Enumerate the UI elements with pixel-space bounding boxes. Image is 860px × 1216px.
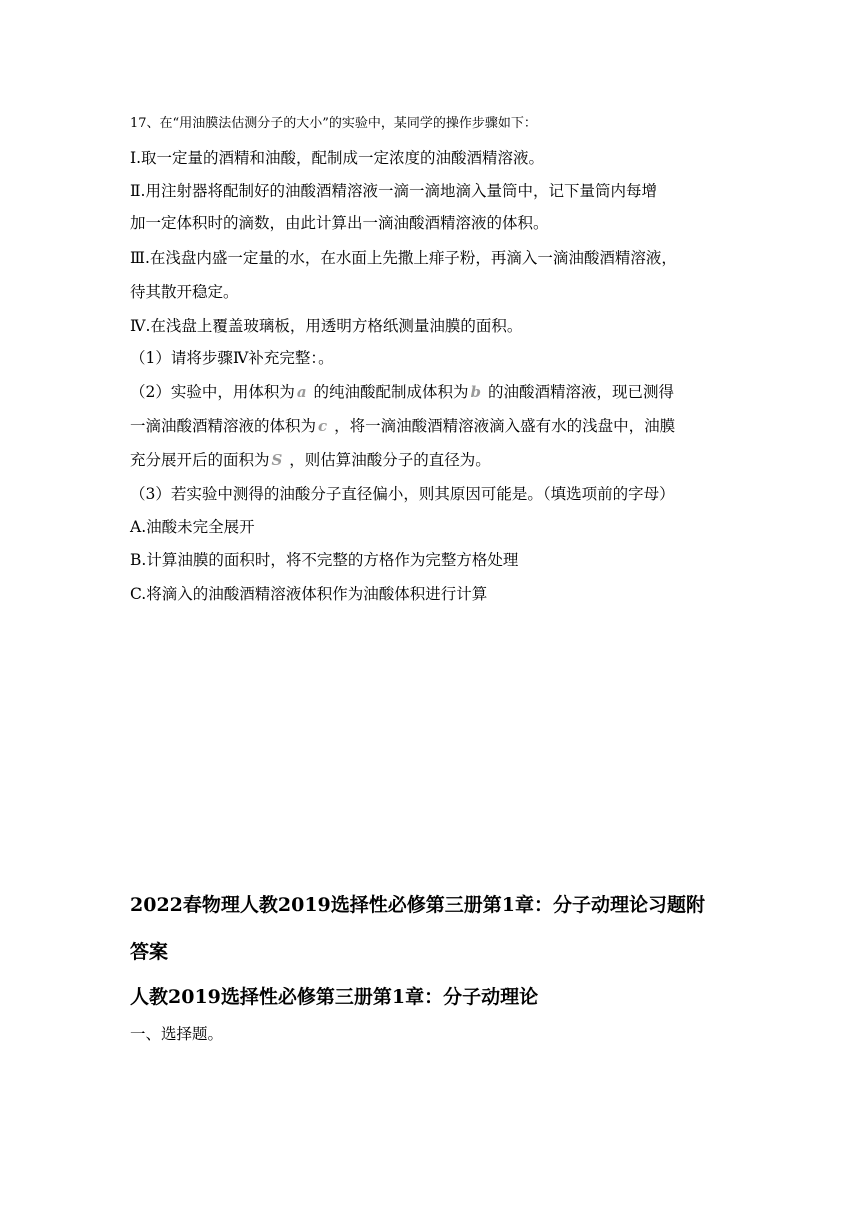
step-1: Ⅰ.取一定量的酒精和油酸，配制成一定浓度的油酸酒精溶液。 bbox=[130, 149, 545, 167]
question-title: 17、在“用油膜法估测分子的大小”的实验中，某同学的操作步骤如下： bbox=[130, 116, 537, 131]
step-3-line-2: 待其散开稳定。 bbox=[130, 283, 239, 301]
step-3-line-1: Ⅲ.在浅盘内盛一定量的水，在水面上先撒上痱子粉，再滴入一滴油酸酒精溶液， bbox=[130, 249, 677, 267]
variable-a: a bbox=[296, 383, 307, 401]
step-2-line-2: 加一定体积时的滴数，由此计算出一滴油酸酒精溶液的体积。 bbox=[130, 214, 549, 232]
variable-c: c bbox=[318, 417, 328, 435]
sub-question-2-line-1: （2）实验中，用体积为 a 的纯油酸配制成体积为 b 的油酸酒精溶液，现已测得 bbox=[130, 383, 674, 401]
section-heading: 一、选择题。 bbox=[130, 1025, 224, 1043]
sub-question-1: （1）请将步骤Ⅳ补充完整：。 bbox=[130, 349, 334, 367]
document-title-line-2: 答案 bbox=[130, 941, 169, 963]
document-subtitle: 人教2019选择性必修第三册第1章：分子动理论 bbox=[130, 986, 539, 1008]
variable-s: S bbox=[271, 451, 283, 469]
document-title-line-1: 2022春物理人教2019选择性必修第三册第1章：分子动理论习题附 bbox=[130, 894, 705, 916]
step-2-line-1: Ⅱ.用注射器将配制好的油酸酒精溶液一滴一滴地滴入量筒中，记下量筒内每增 bbox=[130, 182, 657, 200]
sub-question-2-line-2: 一滴油酸酒精溶液的体积为 c ，将一滴油酸酒精溶液滴入盛有水的浅盘中，油膜 bbox=[130, 417, 676, 435]
sub-question-2-line-3: 充分展开后的面积为 S ，则估算油酸分子的直径为。 bbox=[130, 451, 491, 469]
option-c: C.将滴入的油酸酒精溶液体积作为油酸体积进行计算 bbox=[130, 585, 488, 603]
sub-question-3: （3）若实验中测得的油酸分子直径偏小，则其原因可能是。（填选项前的字母） bbox=[130, 485, 675, 503]
step-4: Ⅳ.在浅盘上覆盖玻璃板，用透明方格纸测量油膜的面积。 bbox=[130, 317, 523, 335]
option-b: B.计算油膜的面积时，将不完整的方格作为完整方格处理 bbox=[130, 551, 519, 569]
option-a: A.油酸未完全展开 bbox=[130, 518, 255, 536]
variable-b: b bbox=[470, 383, 482, 401]
